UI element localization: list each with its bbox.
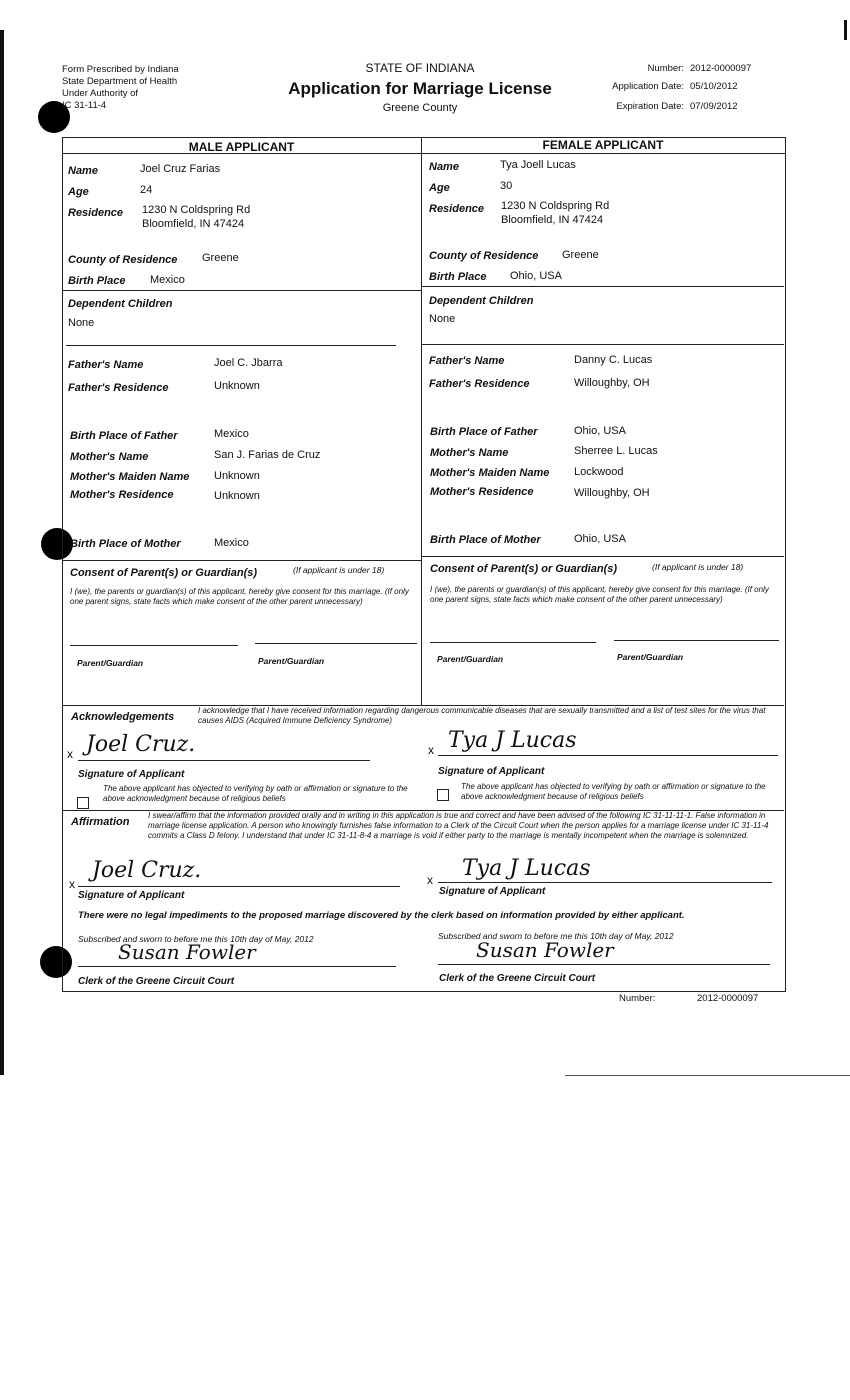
female-residence-line-1: 1230 N Coldspring Rd — [501, 200, 610, 212]
male-name-value: Joel Cruz Farias — [140, 163, 221, 175]
male-section-line-2 — [66, 345, 396, 346]
expiration-date-value: 07/09/2012 — [690, 101, 738, 112]
column-divider — [421, 137, 422, 705]
prescribed-line-1: Form Prescribed by Indiana — [62, 64, 179, 75]
female-parent-guardian-label-1: Parent/Guardian — [437, 654, 504, 664]
male-name-label: Name — [68, 165, 98, 177]
no-impediments-statement: There were no legal impediments to the proposed marriage discovered by the clerk based on information provided by either applicant. — [78, 910, 685, 921]
male-aff-x-mark: x — [69, 877, 75, 891]
female-consent-text: I (we), the parents or guardian(s) of this applicant, hereby give consent for this marriage. (If only one parent signs, state facts which make consent of the other parent unnecessary) — [430, 585, 769, 604]
male-ack-signature-line — [78, 760, 370, 761]
male-birth-place-mother-label: Birth Place of Mother — [70, 538, 181, 550]
female-mothers-residence-label: Mother's Residence — [430, 486, 534, 498]
scan-bottom-line — [565, 1075, 850, 1076]
female-fathers-name-value: Danny C. Lucas — [574, 354, 653, 366]
female-subscribed-text: Subscribed and sworn to before me this 10th day of May, 2012 — [438, 931, 674, 941]
male-clerk-signature: Susan Fowler — [118, 940, 256, 964]
prescribed-line-4: IC 31-11-4 — [62, 100, 107, 111]
acknowledgements-label: Acknowledgements — [71, 711, 175, 723]
affirmation-text: I swear/affirm that the information provided orally and in writing in this application is true and correct and have been advised of the following IC 31-11-11-1. False information in marriage license application. A person who knowingly furnishes false information to a Clerk of the Circuit Court when the person applies for a marriage license under IC 31-11-4 commits a Class D felony. I understand that under IC 31-11-8-4 a marriage is void if either party to the marriage is mentally incompetent when the marriage is solemnized. — [148, 811, 769, 840]
female-mothers-residence-value: Willoughby, OH — [574, 487, 650, 499]
footer-number-label: Number: — [619, 993, 656, 1004]
male-section-line-3 — [62, 560, 421, 561]
female-birth-place-mother-value: Ohio, USA — [574, 533, 626, 545]
male-birth-place-father-value: Mexico — [214, 428, 249, 440]
affirmation-label: Affirmation — [71, 816, 130, 828]
male-residence-line-2: Bloomfield, IN 47424 — [142, 218, 245, 230]
female-birth-place-label: Birth Place — [429, 271, 487, 283]
female-residence-label: Residence — [429, 203, 485, 215]
male-consent-note: (If applicant is under 18) — [293, 565, 385, 575]
male-ack-signature-label: Signature of Applicant — [78, 769, 185, 780]
male-parent-line-2 — [255, 643, 417, 644]
male-mothers-name-label: Mother's Name — [70, 451, 149, 463]
male-birth-place-value: Mexico — [150, 274, 185, 286]
male-aff-signature-line — [78, 886, 400, 887]
female-parent-line-2 — [614, 640, 779, 641]
female-aff-x-mark: x — [427, 873, 433, 887]
male-age-value: 24 — [140, 184, 153, 196]
male-fathers-name-label: Father's Name — [68, 359, 144, 371]
number-value: 2012-0000097 — [690, 63, 752, 74]
male-age-label: Age — [68, 186, 89, 198]
female-residence-line-2: Bloomfield, IN 47424 — [501, 214, 604, 226]
scan-corner-mark — [844, 20, 847, 40]
prescribed-line-3: Under Authority of — [62, 88, 139, 99]
female-ack-signature-line — [438, 755, 778, 756]
male-clerk-line — [78, 966, 396, 967]
male-mothers-maiden-value: Unknown — [214, 470, 260, 482]
female-ack-signature: Tya J Lucas — [448, 728, 577, 753]
application-date-value: 05/10/2012 — [690, 81, 738, 92]
county-title: Greene County — [382, 102, 458, 114]
footer-number-value: 2012-0000097 — [697, 993, 759, 1004]
female-section-line-3 — [421, 556, 784, 557]
male-birth-place-mother-value: Mexico — [214, 537, 249, 549]
male-fathers-residence-value: Unknown — [214, 380, 260, 392]
female-mothers-maiden-label: Mother's Maiden Name — [430, 467, 550, 479]
male-county-value: Greene — [202, 252, 239, 264]
male-birth-place-father-label: Birth Place of Father — [70, 430, 178, 442]
male-objected-checkbox[interactable] — [77, 797, 89, 809]
female-birth-place-father-value: Ohio, USA — [574, 425, 626, 437]
male-section-line-1 — [62, 290, 421, 291]
scan-edge-mark — [0, 30, 4, 1075]
female-name-value: Tya Joell Lucas — [500, 159, 576, 171]
number-label: Number: — [647, 63, 684, 74]
female-dependent-children-label: Dependent Children — [429, 295, 534, 307]
male-objected-text: The above applicant has objected to verifying by oath or affirmation or signature to the above acknowledgment because of religious beliefs — [103, 784, 408, 803]
male-residence-line-1: 1230 N Coldspring Rd — [142, 204, 251, 216]
female-county-value: Greene — [562, 249, 599, 261]
female-ack-signature-label: Signature of Applicant — [438, 766, 545, 777]
female-ack-x-mark: x — [428, 743, 434, 757]
female-aff-signature: Tya J Lucas — [462, 856, 591, 881]
female-birth-place-value: Ohio, USA — [510, 270, 562, 282]
male-parent-guardian-label-1: Parent/Guardian — [77, 658, 144, 668]
male-parent-line-1 — [70, 645, 238, 646]
female-fathers-name-label: Father's Name — [429, 355, 505, 367]
female-name-label: Name — [429, 161, 459, 173]
female-parent-line-1 — [430, 642, 596, 643]
female-age-label: Age — [429, 182, 450, 194]
female-dependent-children-value: None — [429, 313, 456, 325]
male-county-label: County of Residence — [68, 254, 178, 266]
female-fathers-residence-value: Willoughby, OH — [574, 377, 650, 389]
female-mothers-name-label: Mother's Name — [430, 447, 509, 459]
form-prescribed-block — [62, 64, 179, 112]
female-objected-text: The above applicant has objected to verifying by oath or affirmation or signature to the above acknowledgment because of religious beliefs — [461, 782, 766, 801]
prescribed-line-2: State Department of Health — [62, 76, 178, 87]
male-fathers-residence-label: Father's Residence — [68, 382, 169, 394]
female-section-line-1 — [421, 286, 784, 287]
male-mothers-residence-label: Mother's Residence — [70, 489, 174, 501]
male-ack-x-mark: x — [67, 747, 73, 761]
male-clerk-label: Clerk of the Greene Circuit Court — [78, 976, 235, 987]
female-aff-signature-line — [438, 882, 772, 883]
female-clerk-line — [438, 964, 770, 965]
female-clerk-label: Clerk of the Greene Circuit Court — [439, 973, 596, 984]
female-county-label: County of Residence — [429, 250, 539, 262]
male-aff-signature: Joel Cruz. — [92, 858, 202, 883]
male-parent-guardian-label-2: Parent/Guardian — [258, 656, 325, 666]
female-section-line-2 — [421, 344, 784, 345]
female-objected-checkbox[interactable] — [437, 789, 449, 801]
expiration-date-label: Expiration Date: — [616, 101, 684, 112]
male-mothers-residence-value: Unknown — [214, 490, 260, 502]
female-parent-guardian-label-2: Parent/Guardian — [617, 652, 684, 662]
male-fathers-name-value: Joel C. Jbarra — [214, 357, 283, 369]
state-title: STATE OF INDIANA — [365, 61, 475, 75]
male-subscribed-text: Subscribed and sworn to before me this 10th day of May, 2012 — [78, 934, 314, 944]
male-consent-text: I (we), the parents or guardian(s) of this applicant, hereby give consent for this marriage. (If only one parent signs, state facts which make consent of the other parent unnecessary) — [70, 587, 409, 606]
male-mothers-maiden-label: Mother's Maiden Name — [70, 471, 190, 483]
female-age-value: 30 — [500, 180, 513, 192]
male-ack-signature: Joel Cruz. — [86, 732, 196, 757]
male-consent-title: Consent of Parent(s) or Guardian(s) — [70, 567, 258, 579]
female-fathers-residence-label: Father's Residence — [429, 378, 530, 390]
female-consent-title: Consent of Parent(s) or Guardian(s) — [430, 563, 618, 575]
acknowledgement-text: I acknowledge that I have received information regarding dangerous communicable diseases that are sexually transmitted and a list of test sites for the virus that causes AIDS (Acquired Immune Deficiency Syndrome) — [198, 706, 766, 725]
female-mothers-maiden-value: Lockwood — [574, 466, 624, 478]
male-birth-place-label: Birth Place — [68, 275, 126, 287]
female-birth-place-mother-label: Birth Place of Mother — [430, 534, 541, 546]
female-applicant-header: FEMALE APPLICANT — [542, 138, 664, 152]
male-applicant-header: MALE APPLICANT — [188, 140, 295, 154]
female-birth-place-father-label: Birth Place of Father — [430, 426, 538, 438]
page-title: Application for Marriage License — [288, 79, 552, 98]
female-mothers-name-value: Sherree L. Lucas — [574, 445, 658, 457]
male-mothers-name-value: San J. Farias de Cruz — [214, 449, 321, 461]
female-clerk-signature: Susan Fowler — [476, 938, 614, 962]
male-dependent-children-label: Dependent Children — [68, 298, 173, 310]
male-dependent-children-value: None — [68, 317, 95, 329]
male-aff-signature-label: Signature of Applicant — [78, 890, 185, 901]
female-aff-signature-label: Signature of Applicant — [439, 886, 546, 897]
male-residence-label: Residence — [68, 207, 124, 219]
female-consent-note: (If applicant is under 18) — [652, 562, 744, 572]
application-date-label: Application Date: — [612, 81, 684, 92]
